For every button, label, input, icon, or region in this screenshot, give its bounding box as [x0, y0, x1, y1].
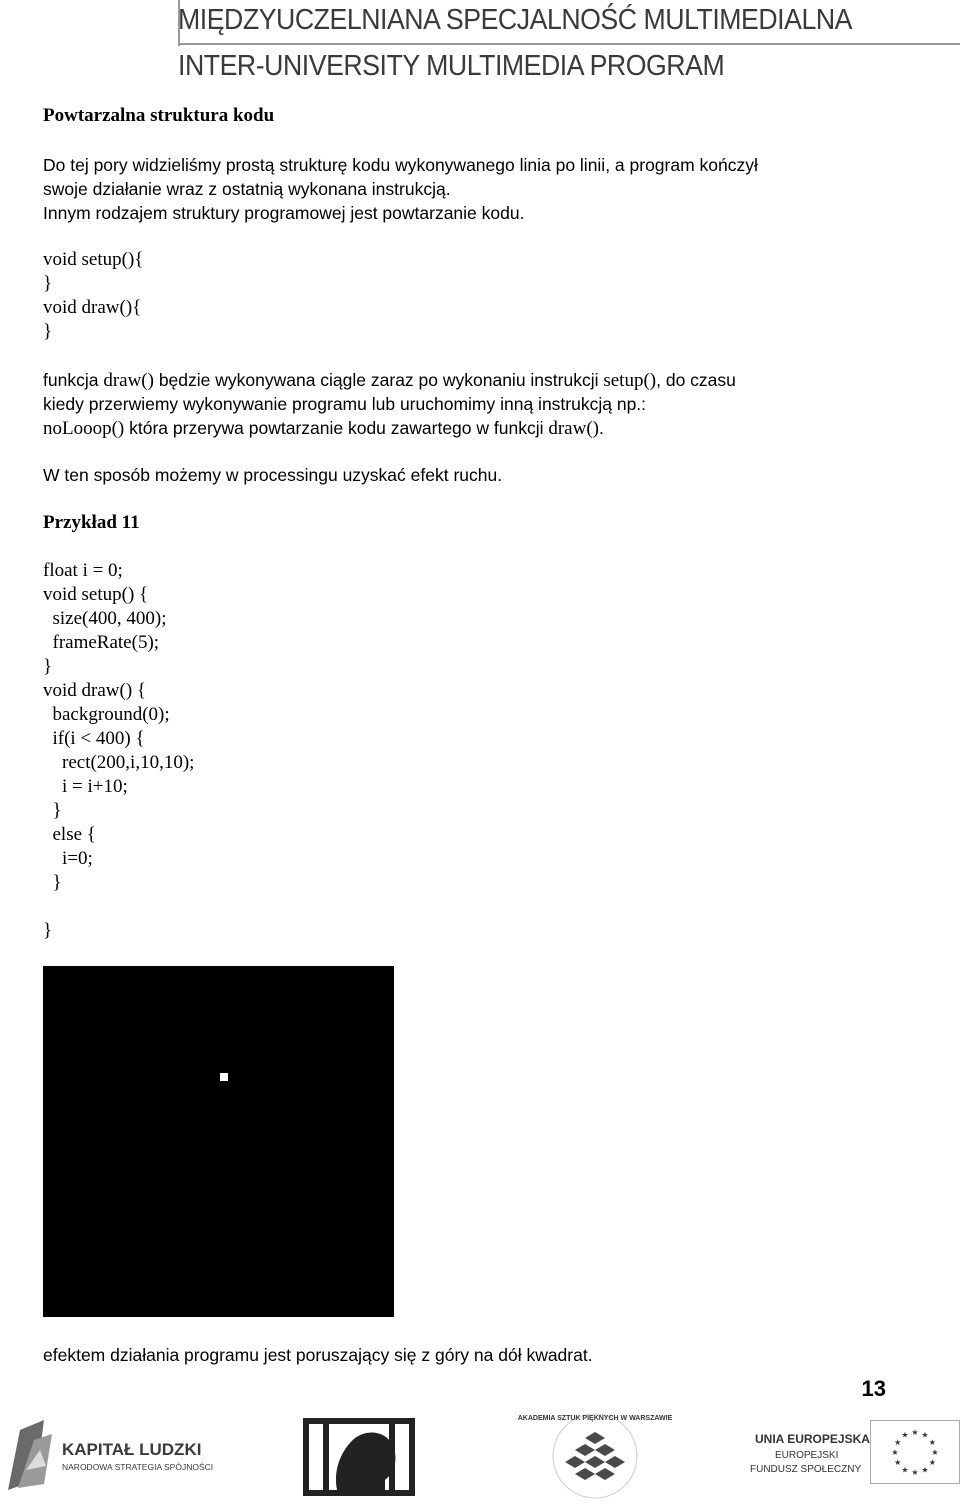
example-title: Przykład 11 [43, 512, 140, 533]
code-line: frameRate(5); [43, 632, 160, 653]
eu-subtitle-1: EUROPEJSKI [775, 1450, 839, 1461]
code-line: } [43, 800, 62, 821]
code-line: background(0); [43, 704, 170, 725]
code-line: } [43, 273, 53, 294]
eu-star: ★ [921, 1465, 929, 1475]
code-line: i = i+10; [43, 776, 128, 797]
eu-star: ★ [891, 1448, 899, 1457]
text-span: , do czasu [656, 370, 736, 390]
code-line: } [43, 656, 53, 677]
sketch-output-canvas [43, 966, 394, 1317]
text-span: będzie wykonywana ciągle zaraz po wykonaniu instrukcji [153, 370, 604, 390]
text-span: która przerywa powtarzanie kodu zawartego w funkcji [124, 418, 549, 438]
asp-warszawa-logo [517, 1410, 673, 1500]
section-title: Powtarzalna struktura kodu [43, 105, 275, 126]
code-line: else { [43, 824, 96, 845]
eu-flag-icon [870, 1420, 960, 1484]
code-line: } [43, 872, 62, 893]
code-line: rect(200,i,10,10); [43, 752, 195, 773]
eu-star: ★ [928, 1458, 936, 1467]
multimedia-profile-icon [303, 1410, 415, 1500]
code-line: float i = 0; [43, 560, 123, 581]
eu-star: ★ [901, 1465, 909, 1475]
code-line: i=0; [43, 848, 93, 869]
multimedia-logo [303, 1410, 415, 1500]
intro-line-1: Do tej pory widzieliśmy prostą strukturę kodu wykonywanego linia po linii, a program kończył [43, 155, 758, 175]
code-line: } [43, 920, 53, 941]
kapital-ludzki-emblem-icon [0, 1410, 60, 1500]
asp-arc-text: AKADEMIA SZTUK PIĘKNYCH W WARSZAWIE [517, 1415, 673, 1422]
header-divider [178, 43, 960, 45]
eu-subtitle-2: FUNDUSZ SPOŁECZNY [750, 1464, 862, 1475]
asp-cube-emblem-icon [517, 1410, 673, 1502]
eu-star: ★ [921, 1430, 929, 1440]
eu-star: ★ [894, 1458, 902, 1467]
code-line: size(400, 400); [43, 608, 167, 629]
code-line: void setup() { [43, 584, 149, 605]
eu-star: ★ [931, 1448, 939, 1457]
page-number: 13 [861, 1376, 886, 1401]
eu-social-fund-logo [745, 1410, 960, 1500]
header-title-en: INTER-UNIVERSITY MULTIMEDIA PROGRAM [178, 50, 725, 82]
eu-stars-icon [871, 1421, 959, 1483]
code-line: void setup(){ [43, 249, 144, 270]
eu-star: ★ [911, 1428, 919, 1437]
eu-star: ★ [911, 1468, 919, 1477]
inline-code-noloop: noLooop() [43, 418, 125, 439]
inline-code-draw: draw() [548, 418, 599, 439]
intro-line-3: Innym rodzajem struktury programowej jest powtarzanie kodu. [43, 203, 525, 223]
code-line: } [43, 321, 53, 342]
eu-star: ★ [928, 1438, 936, 1447]
intro-line-2: swoje działanie wraz z ostatnią wykonana instrukcją. [43, 179, 451, 199]
text-span: . [599, 418, 604, 438]
text-span: funkcja [43, 370, 104, 390]
code-line: void draw(){ [43, 297, 142, 318]
kapital-ludzki-title: KAPITAŁ LUDZKI [62, 1440, 202, 1459]
kapital-ludzki-subtitle: NARODOWA STRATEGIA SPÓJNOŚCI [62, 1462, 214, 1472]
explanation-line-3 [43, 416, 604, 441]
kapital-ludzki-logo [0, 1410, 230, 1500]
motion-text: W ten sposób możemy w processingu uzyskać efekt ruchu. [43, 465, 503, 485]
eu-title: UNIA EUROPEJSKA [755, 1432, 870, 1446]
moving-square [220, 1073, 228, 1081]
caption: efektem działania programu jest poruszający się z góry na dół kwadrat. [43, 1345, 593, 1365]
eu-star: ★ [901, 1430, 909, 1440]
code-line: void draw() { [43, 680, 147, 701]
inline-code-setup: setup() [603, 370, 657, 391]
explanation-line-1 [43, 368, 736, 393]
code-line: if(i < 400) { [43, 728, 145, 749]
eu-star: ★ [894, 1438, 902, 1447]
explanation-line-2: kiedy przerwiemy wykonywanie programu lub uruchomimy inną instrukcją np.: [43, 394, 647, 414]
inline-code-draw: draw() [103, 370, 154, 391]
header-title-pl: MIĘDZYUCZELNIANA SPECJALNOŚĆ MULTIMEDIALNA [178, 4, 853, 36]
